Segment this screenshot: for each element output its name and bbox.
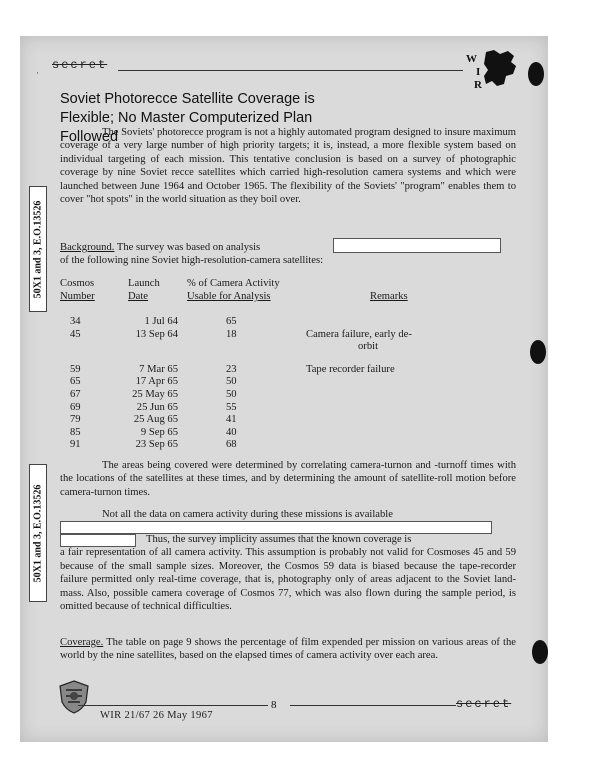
table-row: 45 13 Sep 64 18 Camera failure, early de- — [70, 328, 412, 340]
footer-rule-left — [78, 705, 268, 706]
logo-letter-r: R — [474, 79, 482, 90]
punch-hole-middle — [530, 340, 546, 364]
footer-reference: WIR 21/67 26 May 1967 — [100, 710, 213, 721]
table-row: orbit — [358, 341, 379, 353]
table-row: 59 7 Mar 65 23 Tape recorder failure — [70, 363, 395, 375]
coverage-text: The table on page 9 shows the percentage of film expended per mission on various areas of the world by the nine satellites, based on the elapsed times of camera activity over each area. — [60, 637, 516, 662]
header-camera-activity: % of Camera Activity Usable for Analysis — [187, 278, 280, 302]
redaction-box-background — [333, 238, 501, 253]
thus-first-line: Thus, the survey implicity assumes that the known coverage is — [146, 534, 412, 545]
header-rule — [118, 70, 463, 71]
coverage-paragraph — [60, 636, 516, 663]
notall-line: Not all the data on camera activity during these missions is available — [102, 509, 393, 520]
table-row: 79 25 Aug 65 41 — [70, 414, 237, 426]
areas-paragraph: The areas being covered were determined by correlating camera-turnon and -turnoff times with the locations of the satellites at these times, and by determining the amount of satellite-roll motion before camera-turnon times. — [60, 460, 516, 498]
table-row: 85 9 Sep 65 40 — [70, 426, 237, 438]
punch-hole-bottom — [532, 640, 548, 664]
cia-seal-icon — [58, 680, 90, 714]
classification-bottom: secret — [456, 697, 512, 711]
thus-paragraph — [60, 533, 516, 613]
table-row: 91 23 Sep 65 68 — [70, 439, 237, 451]
table-row: 67 25 May 65 50 — [70, 388, 237, 400]
page-number: 8 — [271, 699, 277, 711]
header-remarks: Remarks — [370, 291, 408, 302]
header-launch-date: Launch Date — [128, 278, 160, 302]
thus-rest: a fair representation of all camera activity. This assumption is probably not valid for Cosmoses 45 and 59 because of the small sample sizes. Moreover, the Cosmos 59 data is biased because the tape-recorder failure permitted only real-time coverage, that is, photography only of areas adjacent to the Soviet land-mass. Also, possible camera coverage of Cosmos 77, which was also flown during the sample period, is omitted because of technical difficulties. — [60, 547, 516, 613]
title-line-2: Flexible; No Master Computerized Plan Followed — [60, 110, 313, 145]
logo-letter-i: I — [476, 66, 481, 78]
wir-map-logo-icon — [464, 48, 522, 90]
coverage-heading: Coverage. — [60, 637, 104, 648]
declass-stamp-upper: 50X1 and 3, E.O.13526 — [29, 186, 47, 312]
footer-rule-right — [290, 705, 456, 706]
table-row: 69 25 Jun 65 55 — [70, 401, 237, 413]
background-line-1: The survey was based on analysis — [116, 242, 261, 253]
logo-letter-w: W — [466, 53, 477, 65]
classification-top: secret — [52, 58, 108, 72]
satellite-table — [60, 316, 448, 452]
table-row: 34 1 Jul 64 65 — [70, 316, 237, 327]
punch-hole-top — [528, 62, 544, 86]
title-line-1: Soviet Photorecce Satellite Coverage is — [60, 91, 315, 107]
intro-paragraph: The Soviets' photorecce program is not a highly automated program designed to insure maximum coverage of a very large number of high priority targets; it is, instead, a more flexible system based on individual targeting of each mission. This tentative conclusion is based on a survey of photographic coverage by nine Soviet recce satellites which carried high-resolution camera systems and which were launched between June 1964 and October 1965. The flexibility of the Soviets' "program" enables them to cover "hot spots" in the world situation as they boil over. — [60, 127, 516, 206]
background-heading: Background. — [60, 242, 115, 253]
background-line-2: of the following nine Soviet high-resolution-camera satellites: — [60, 255, 324, 267]
declass-stamp-lower: 50X1 and 3, E.O.13526 — [29, 464, 47, 602]
corner-mark: · — [36, 68, 39, 78]
header-cosmos-number: Cosmos Number — [60, 278, 95, 302]
table-row: 65 17 Apr 65 50 — [70, 376, 237, 388]
